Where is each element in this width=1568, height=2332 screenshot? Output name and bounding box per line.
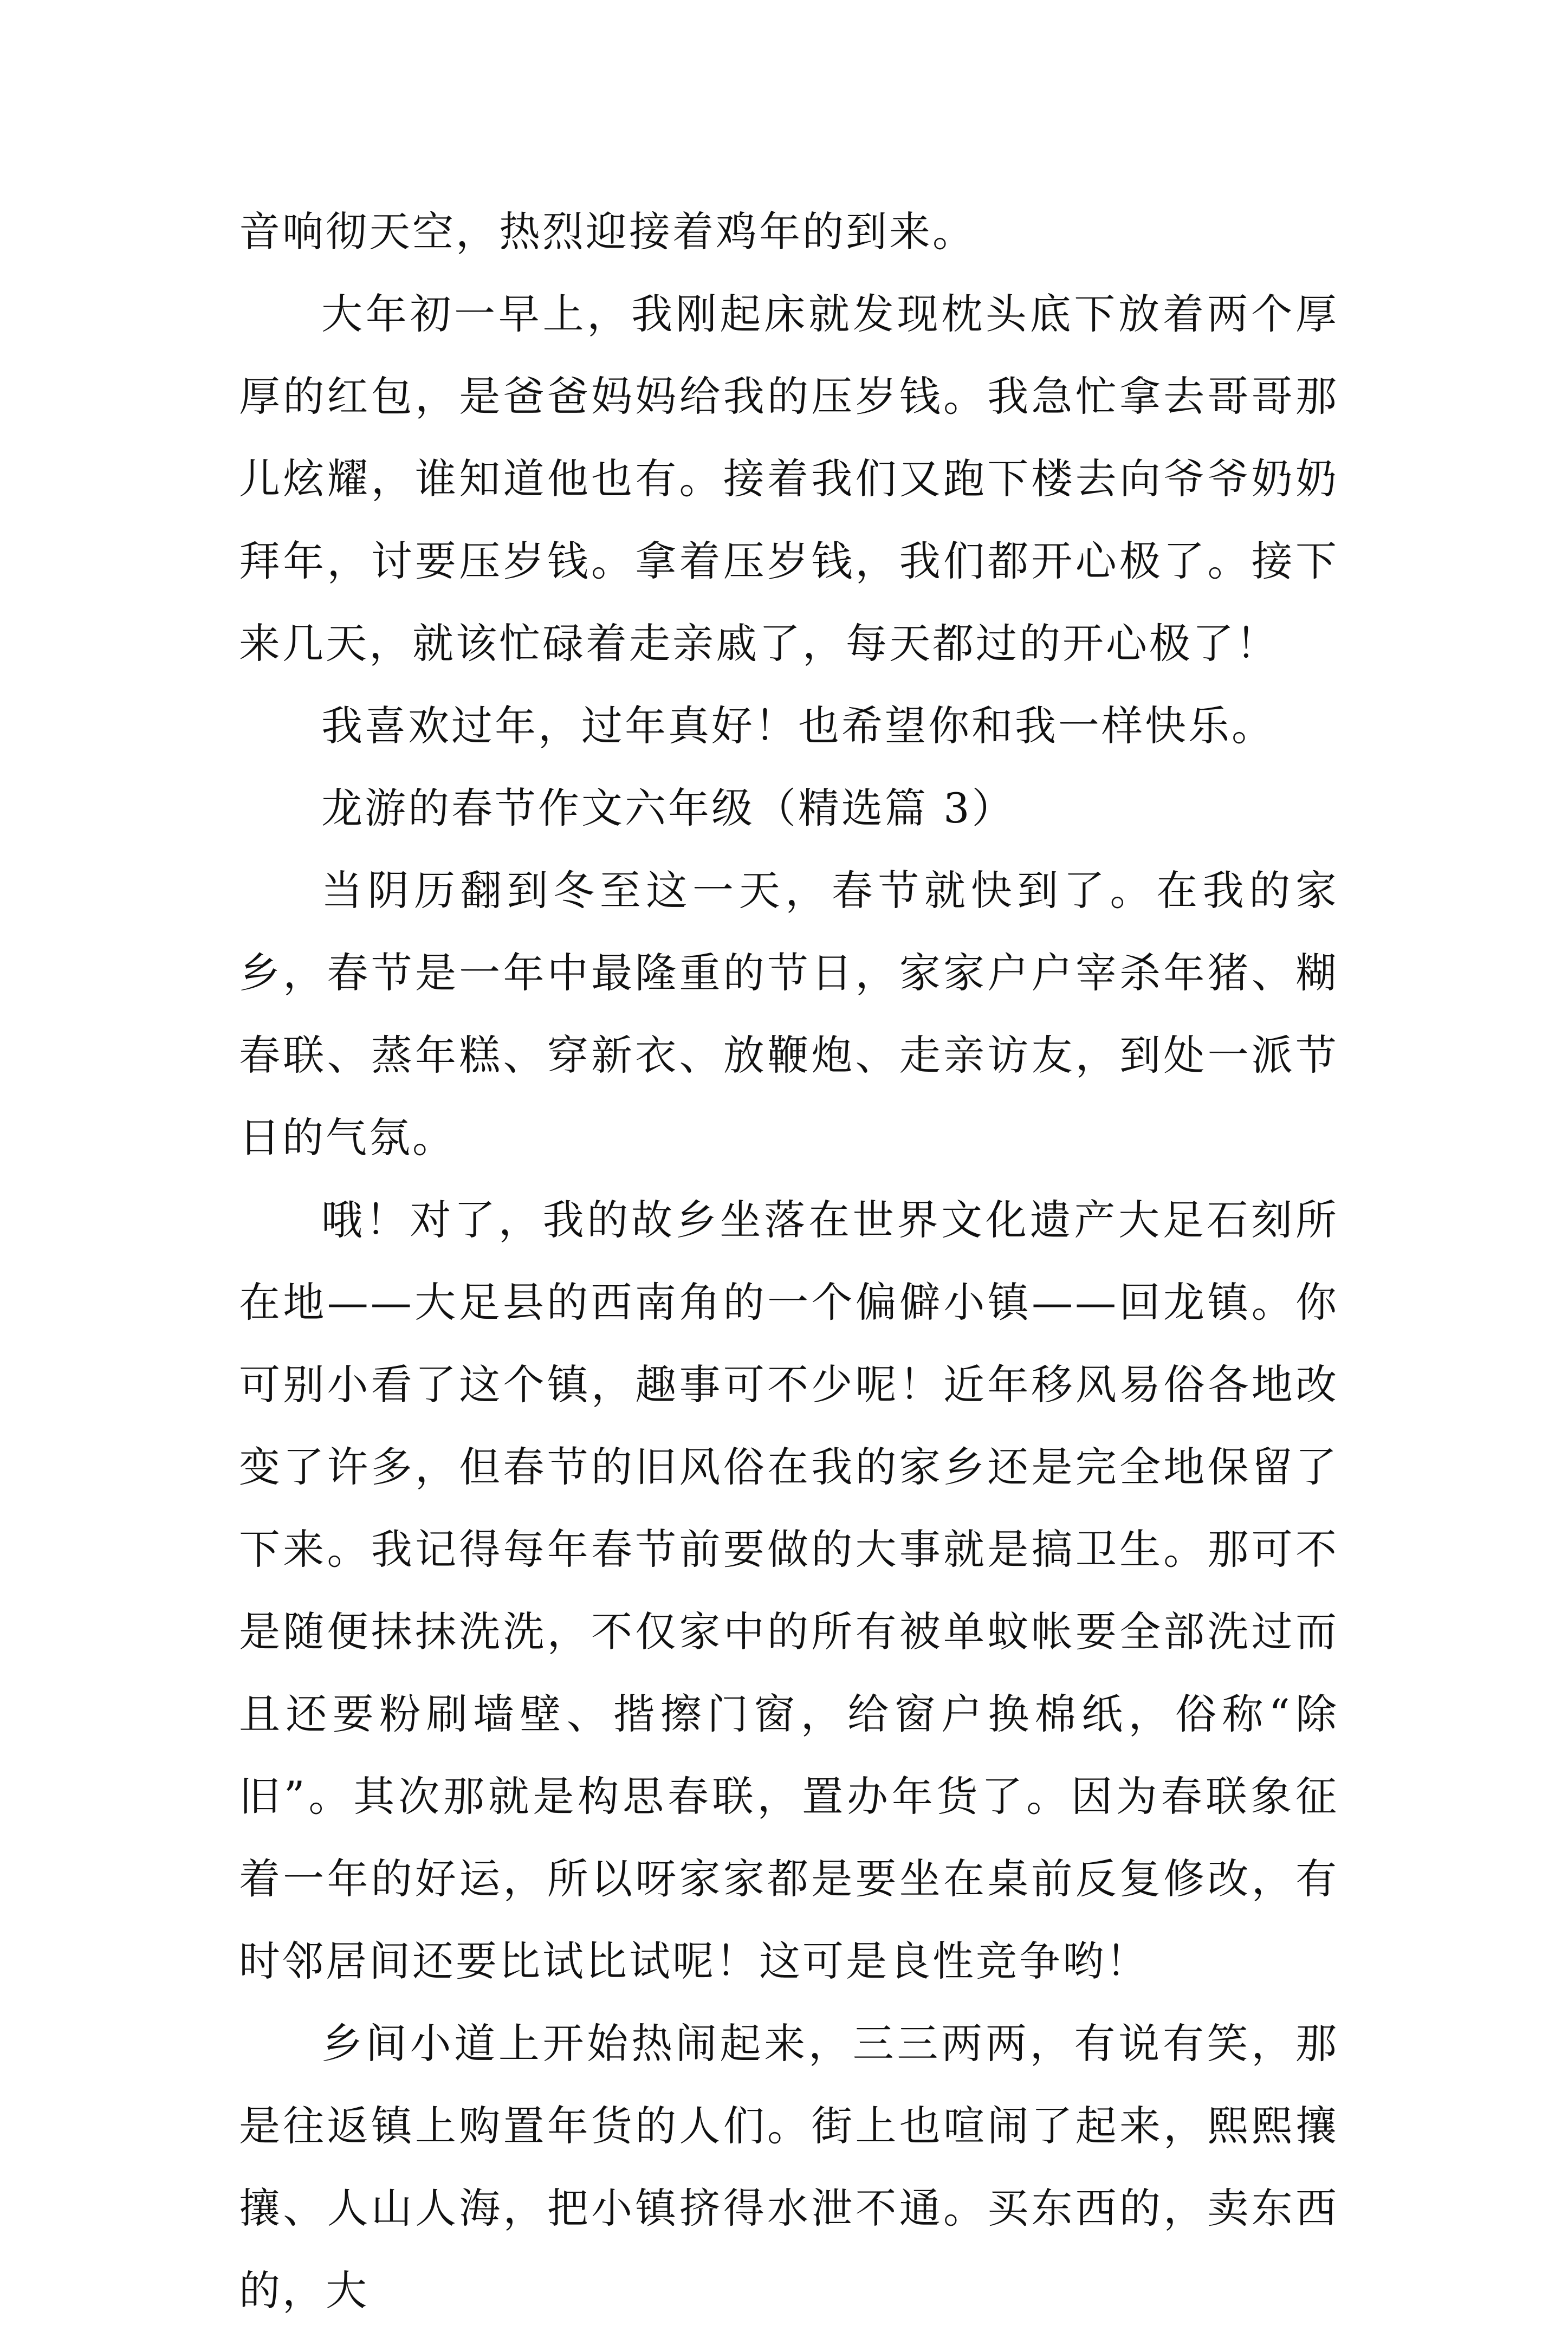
paragraph-hometown: 哦！对了，我的故乡坐落在世界文化遗产大足石刻所在地——大足县的西南角的一个偏僻小镇——回龙镇。你可别小看了这个镇，趣事可不少呢！近年移风易俗各地改变了许多，但春节的旧风俗在我的家乡还是完全地保留了下来。我记得每年春节前要做的大事就是搞卫生。那可不是随便抹抹洗洗，不仅家中的所有被单蚊帐要全部洗过而且还要粉刷墙壁、揩擦门窗，给窗户换棉纸，俗称“除旧”。其次那就是构思春联，置办年货了。因为春联象征着一年的好运，所以呀家家都是要坐在桌前反复修改，有时邻居间还要比试比试呢！这可是良性竞争哟！ — [239, 1196, 1339, 1985]
paragraph-winter-solstice: 当阴历翻到冬至这一天，春节就快到了。在我的家乡，春节是一年中最隆重的节日，家家户户宰杀年猪、糊春联、蒸年糕、穿新衣、放鞭炮、走亲访友，到处一派节日的气氛。 — [239, 866, 1339, 1162]
paragraph-new-year-morning: 大年初一早上，我刚起床就发现枕头底下放着两个厚厚的红包，是爸爸妈妈给我的压岁钱。我急忙拿去哥哥那儿炫耀，谁知道他也有。接着我们又跑下楼去向爷爷奶奶拜年，讨要压岁钱。拿着压岁钱，我们都开心极了。接下来几天，就该忙碌着走亲戚了，每天都过的开心极了！ — [239, 290, 1339, 668]
paragraph-continued: 音响彻天空，热烈迎接着鸡年的到来。 — [239, 208, 976, 256]
paragraph-closing: 我喜欢过年，过年真好！也希望你和我一样快乐。 — [321, 702, 1275, 750]
paragraph-village-road: 乡间小道上开始热闹起来，三三两两，有说有笑，那是往返镇上购置年货的人们。街上也喧闹了起来，熙熙攘攘、人山人海，把小镇挤得水泄不通。买东西的，卖东西的，大 — [239, 2019, 1339, 2315]
section-title: 龙游的春节作文六年级（精选篇 3） — [321, 784, 1015, 832]
document-body — [239, 191, 1339, 2332]
